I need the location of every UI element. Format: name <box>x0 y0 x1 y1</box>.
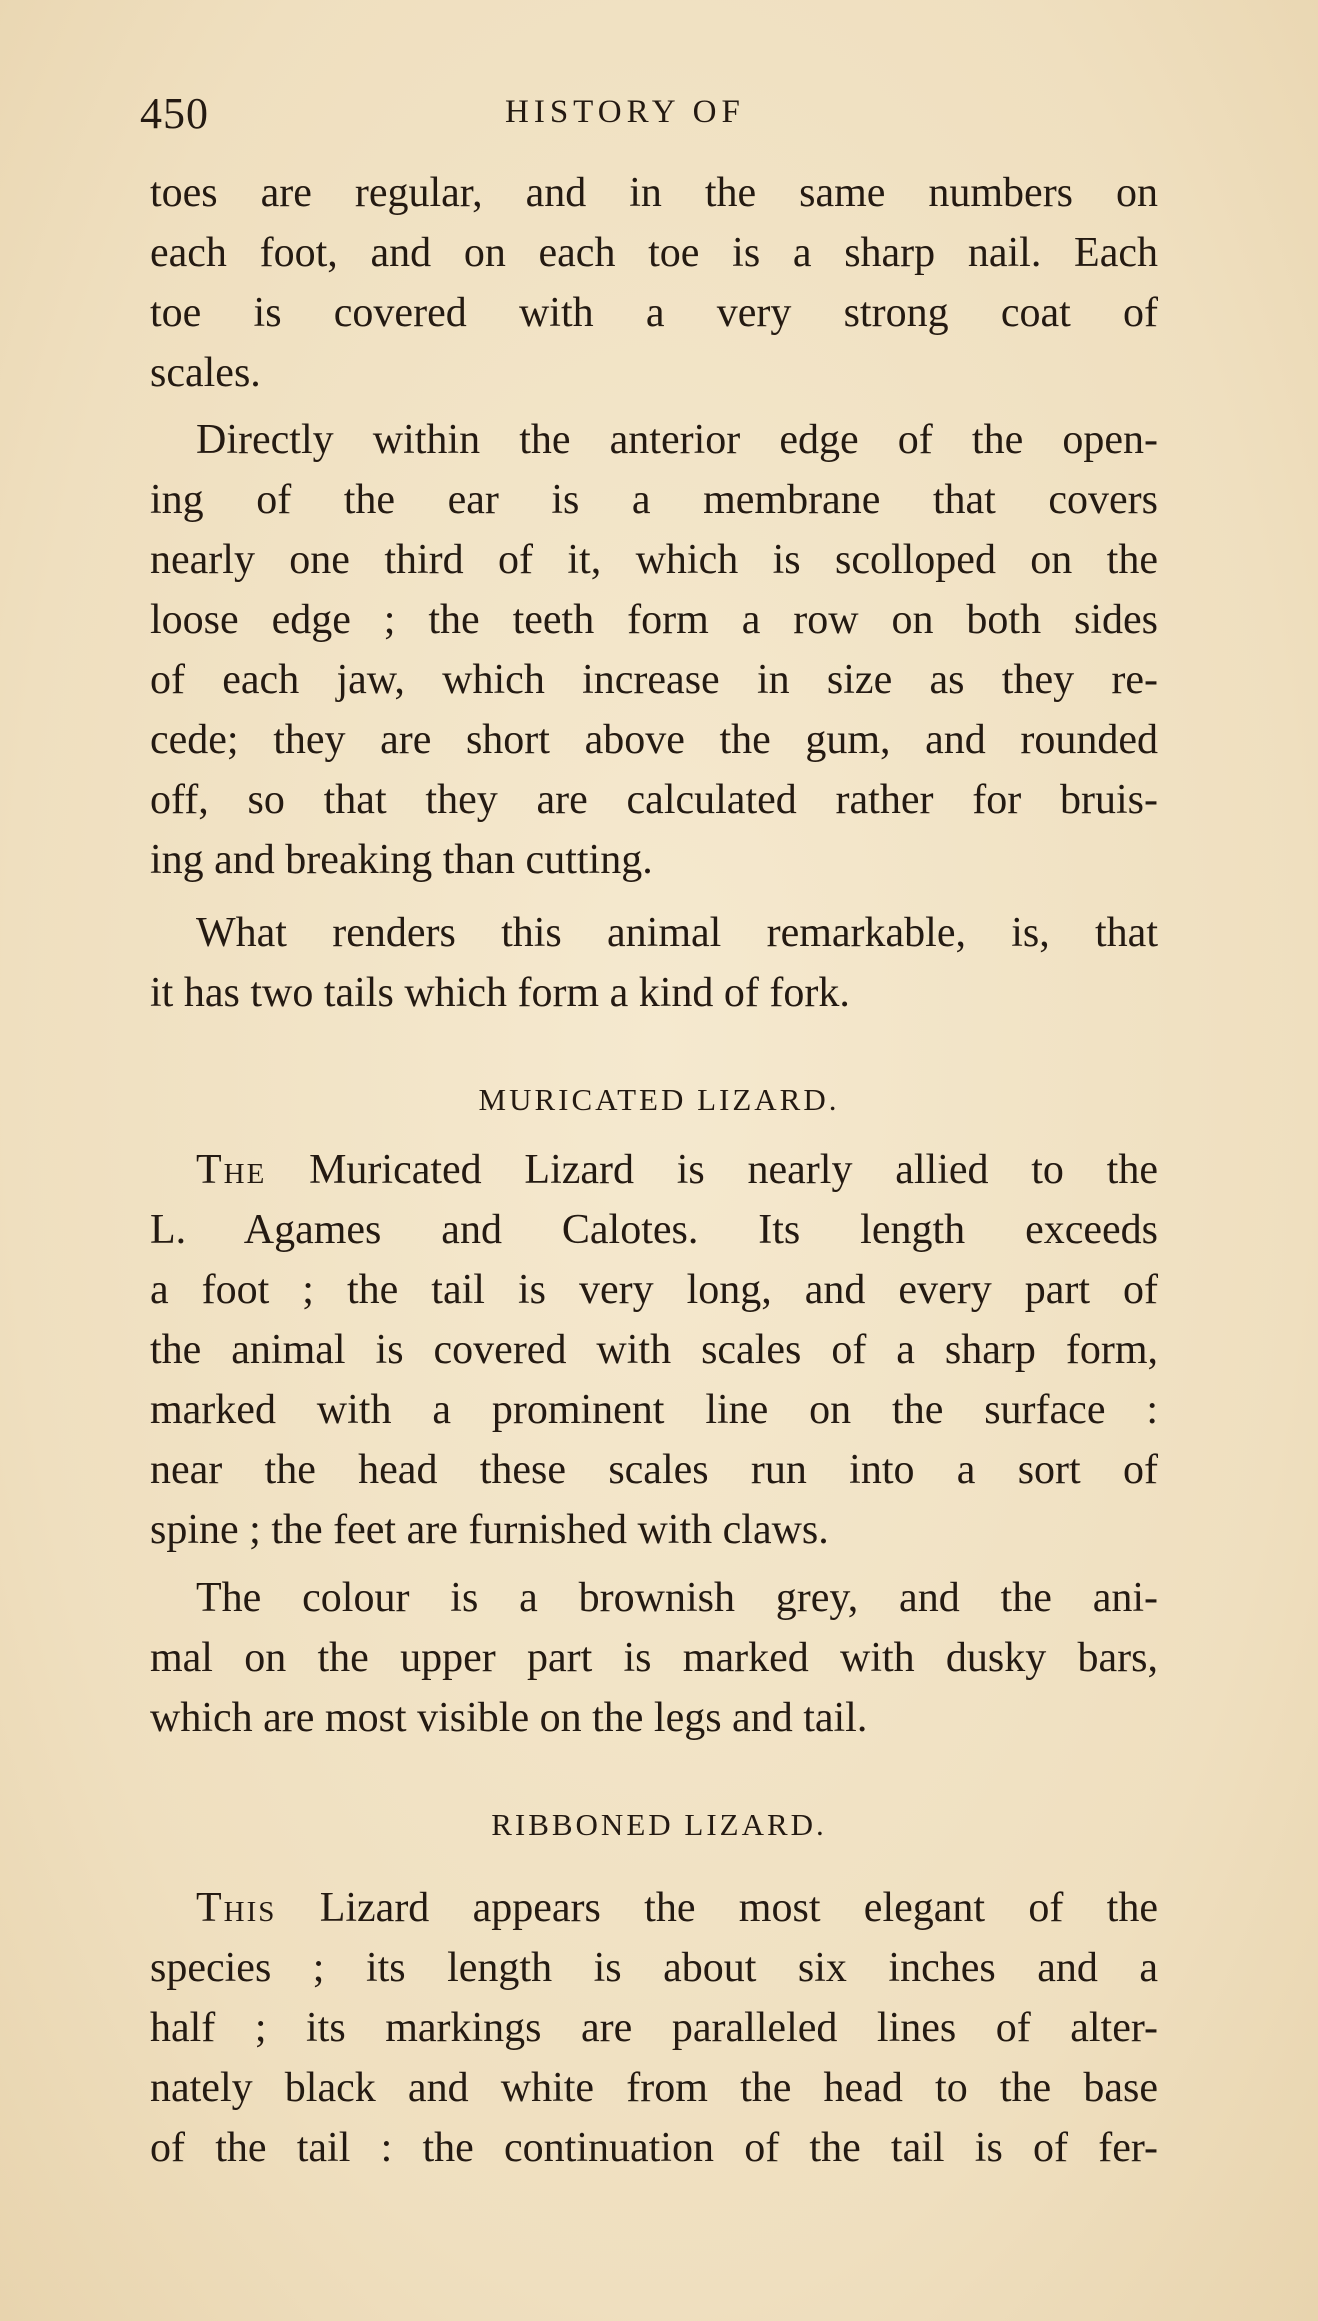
text-line: a foot ; the tail is very long, and every part of <box>150 1267 1158 1313</box>
running-title: HISTORY OF <box>505 94 745 130</box>
text-line: mal on the upper part is marked with dusky bars, <box>150 1635 1158 1681</box>
page-number: 450 <box>140 89 209 138</box>
text-line: What renders this animal remarkable, is, that <box>196 910 1158 956</box>
text-line: loose edge ; the teeth form a row on both sides <box>150 597 1158 643</box>
lead-word: This <box>196 1885 277 1931</box>
text-line <box>196 1140 1158 1200</box>
text-line: off, so that they are calculated rather for bruis- <box>150 777 1158 823</box>
text-line: Directly within the anterior edge of the open- <box>196 417 1158 463</box>
text-line: spine ; the feet are furnished with claws. <box>150 1507 829 1553</box>
text-line: nately black and white from the head to the base <box>150 2065 1158 2111</box>
text-line: ing of the ear is a membrane that covers <box>150 477 1158 523</box>
text-line: nearly one third of it, which is scolloped on the <box>150 537 1158 583</box>
section-heading-muricated: MURICATED LIZARD. <box>478 1082 840 1117</box>
text-line: species ; its length is about six inches and a <box>150 1945 1158 1991</box>
text-line: it has two tails which form a kind of fork. <box>150 970 850 1016</box>
text-line: near the head these scales run into a sort of <box>150 1447 1158 1493</box>
text-line: The colour is a brownish grey, and the ani- <box>196 1575 1158 1621</box>
text-line: of the tail : the continuation of the tail is of fer- <box>150 2125 1158 2171</box>
page-header <box>140 88 1160 148</box>
text-line: the animal is covered with scales of a sharp form, <box>150 1327 1158 1373</box>
text-line: which are most visible on the legs and tail. <box>150 1695 868 1741</box>
text-span: Lizard appears the most elegant of the <box>276 1885 1158 1931</box>
text-line: L. Agames and Calotes. Its length exceeds <box>150 1207 1158 1253</box>
text-line: scales. <box>150 350 261 396</box>
text-span: Muricated Lizard is nearly allied to the <box>266 1147 1158 1193</box>
text-line: of each jaw, which increase in size as they re- <box>150 657 1158 703</box>
section-heading-ribboned: RIBBONED LIZARD. <box>491 1807 827 1842</box>
text-line: toe is covered with a very strong coat of <box>150 290 1158 336</box>
text-line: half ; its markings are paralleled lines of alter- <box>150 2005 1158 2051</box>
text-line: each foot, and on each toe is a sharp nail. Each <box>150 230 1158 276</box>
text-line: ing and breaking than cutting. <box>150 837 653 883</box>
text-line: toes are regular, and in the same numbers on <box>150 170 1158 216</box>
text-line: cede; they are short above the gum, and rounded <box>150 717 1158 763</box>
lead-word: The <box>196 1147 267 1193</box>
text-line <box>196 1878 1158 1938</box>
text-line: marked with a prominent line on the surface : <box>150 1387 1158 1433</box>
